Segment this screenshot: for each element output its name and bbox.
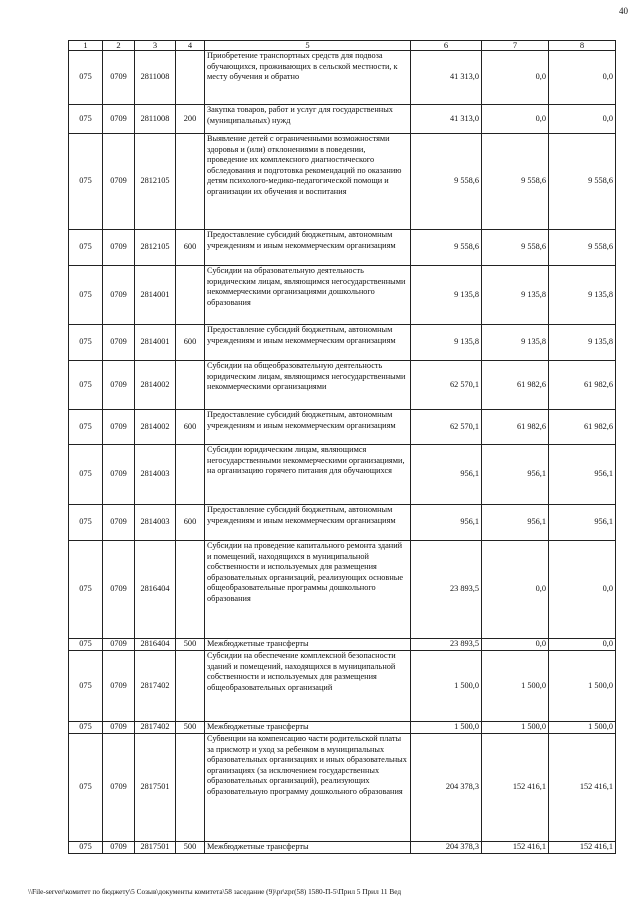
amount-col-6: 956,1	[411, 445, 482, 505]
amount-col-7: 1 500,0	[482, 651, 549, 722]
item-description: Субсидии на обеспечение комплексной безопасности зданий и помещений, находящихся в муниципальной собственности и используемых для размещения общеобразовательных организаций	[205, 651, 411, 722]
amount-col-8: 956,1	[549, 505, 616, 541]
amount-col-8: 0,0	[549, 51, 616, 105]
amount-col-6: 9 135,8	[411, 266, 482, 325]
amount-col-7: 956,1	[482, 505, 549, 541]
ministry-code: 075	[69, 639, 103, 651]
amount-col-7: 0,0	[482, 105, 549, 134]
amount-col-6: 204 378,3	[411, 734, 482, 842]
section-code: 0709	[103, 445, 135, 505]
target-article-code: 2814003	[135, 505, 176, 541]
amount-col-8: 9 558,6	[549, 134, 616, 230]
table-row	[69, 105, 616, 134]
amount-col-7: 9 558,6	[482, 134, 549, 230]
item-description: Предоставление субсидий бюджетным, автономным учреждениям и иным некоммерческим организациям	[205, 230, 411, 266]
section-code: 0709	[103, 134, 135, 230]
table-row	[69, 51, 616, 105]
table-row	[69, 361, 616, 410]
amount-col-8: 152 416,1	[549, 842, 616, 854]
expense-type-code	[176, 651, 205, 722]
col-header-4: 4	[176, 41, 205, 51]
item-description: Предоставление субсидий бюджетным, автономным учреждениям и иным некоммерческим организациям	[205, 410, 411, 445]
col-header-8: 8	[549, 41, 616, 51]
target-article-code: 2816404	[135, 639, 176, 651]
target-article-code: 2812105	[135, 134, 176, 230]
amount-col-6: 41 313,0	[411, 51, 482, 105]
amount-col-7: 0,0	[482, 51, 549, 105]
amount-col-7: 61 982,6	[482, 410, 549, 445]
section-code: 0709	[103, 361, 135, 410]
amount-col-8: 61 982,6	[549, 410, 616, 445]
table-row	[69, 134, 616, 230]
section-code: 0709	[103, 722, 135, 734]
item-description: Межбюджетные трансферты	[205, 722, 411, 734]
expense-type-code: 500	[176, 639, 205, 651]
section-code: 0709	[103, 639, 135, 651]
ministry-code: 075	[69, 842, 103, 854]
ministry-code: 075	[69, 51, 103, 105]
target-article-code: 2817402	[135, 651, 176, 722]
amount-col-7: 152 416,1	[482, 734, 549, 842]
ministry-code: 075	[69, 230, 103, 266]
amount-col-8: 9 135,8	[549, 266, 616, 325]
col-header-6: 6	[411, 41, 482, 51]
file-path-footer: \\File-server\комитет по бюджету\5 Созыв\документы комитета\58 заседание (9)\pr\zpr(58) 1580-П-5\Прил 5 Прил 11 Вед	[28, 887, 402, 896]
item-description: Предоставление субсидий бюджетным, автономным учреждениям и иным некоммерческим организациям	[205, 505, 411, 541]
target-article-code: 2812105	[135, 230, 176, 266]
table-row	[69, 230, 616, 266]
amount-col-6: 204 378,3	[411, 842, 482, 854]
ministry-code: 075	[69, 410, 103, 445]
ministry-code: 075	[69, 105, 103, 134]
item-description: Субсидии на общеобразовательную деятельность юридическим лицам, являющимся негосударственными некоммерческими организациями	[205, 361, 411, 410]
table-row	[69, 541, 616, 639]
table-row	[69, 639, 616, 651]
target-article-code: 2811008	[135, 51, 176, 105]
item-description: Субсидии юридическим лицам, являющимся негосударственными некоммерческими организациями, на организацию горячего питания для обучающихся	[205, 445, 411, 505]
table-row	[69, 410, 616, 445]
amount-col-6: 1 500,0	[411, 651, 482, 722]
amount-col-8: 9 558,6	[549, 230, 616, 266]
ministry-code: 075	[69, 722, 103, 734]
section-code: 0709	[103, 105, 135, 134]
item-description: Закупка товаров, работ и услуг для государственных (муниципальных) нужд	[205, 105, 411, 134]
target-article-code: 2814001	[135, 325, 176, 361]
ministry-code: 075	[69, 325, 103, 361]
target-article-code: 2817402	[135, 722, 176, 734]
amount-col-6: 23 893,5	[411, 639, 482, 651]
item-description: Приобретение транспортных средств для подвоза обучающихся, проживающих в сельской местности, к месту обучения и обратно	[205, 51, 411, 105]
item-description: Предоставление субсидий бюджетным, автономным учреждениям и иным некоммерческим организациям	[205, 325, 411, 361]
amount-col-7: 152 416,1	[482, 842, 549, 854]
amount-col-6: 62 570,1	[411, 361, 482, 410]
expense-type-code	[176, 541, 205, 639]
expense-type-code: 500	[176, 722, 205, 734]
expense-type-code: 600	[176, 230, 205, 266]
col-header-1: 1	[69, 41, 103, 51]
table-row	[69, 842, 616, 854]
table-row	[69, 325, 616, 361]
expense-type-code: 500	[176, 842, 205, 854]
amount-col-7: 1 500,0	[482, 722, 549, 734]
header-row	[69, 41, 616, 51]
col-header-3: 3	[135, 41, 176, 51]
item-description: Межбюджетные трансферты	[205, 842, 411, 854]
target-article-code: 2814002	[135, 361, 176, 410]
section-code: 0709	[103, 505, 135, 541]
table-row	[69, 651, 616, 722]
amount-col-6: 9 135,8	[411, 325, 482, 361]
expense-type-code: 600	[176, 505, 205, 541]
amount-col-8: 9 135,8	[549, 325, 616, 361]
col-header-7: 7	[482, 41, 549, 51]
ministry-code: 075	[69, 734, 103, 842]
ministry-code: 075	[69, 505, 103, 541]
target-article-code: 2817501	[135, 734, 176, 842]
expense-type-code	[176, 445, 205, 505]
amount-col-7: 9 135,8	[482, 325, 549, 361]
amount-col-8: 0,0	[549, 105, 616, 134]
table-row	[69, 445, 616, 505]
expense-type-code	[176, 734, 205, 842]
ministry-code: 075	[69, 266, 103, 325]
target-article-code: 2816404	[135, 541, 176, 639]
section-code: 0709	[103, 842, 135, 854]
amount-col-6: 9 558,6	[411, 134, 482, 230]
amount-col-7: 9 558,6	[482, 230, 549, 266]
expense-type-code: 200	[176, 105, 205, 134]
section-code: 0709	[103, 651, 135, 722]
expense-type-code	[176, 134, 205, 230]
section-code: 0709	[103, 230, 135, 266]
ministry-code: 075	[69, 445, 103, 505]
item-description: Субсидии на проведение капитального ремонта зданий и помещений, находящихся в муниципальной собственности и используемых для размещения образовательных организаций, реализующих основные общеобразовательные программы дошкольного образования	[205, 541, 411, 639]
amount-col-8: 152 416,1	[549, 734, 616, 842]
amount-col-8: 0,0	[549, 639, 616, 651]
table-row	[69, 505, 616, 541]
section-code: 0709	[103, 325, 135, 361]
section-code: 0709	[103, 266, 135, 325]
amount-col-6: 23 893,5	[411, 541, 482, 639]
amount-col-6: 9 558,6	[411, 230, 482, 266]
expense-type-code: 600	[176, 325, 205, 361]
budget-table	[68, 40, 616, 854]
amount-col-7: 956,1	[482, 445, 549, 505]
ministry-code: 075	[69, 541, 103, 639]
amount-col-6: 1 500,0	[411, 722, 482, 734]
col-header-5: 5	[205, 41, 411, 51]
ministry-code: 075	[69, 361, 103, 410]
ministry-code: 075	[69, 651, 103, 722]
amount-col-8: 1 500,0	[549, 651, 616, 722]
amount-col-7: 0,0	[482, 639, 549, 651]
page-number: 40	[619, 6, 628, 16]
expense-type-code	[176, 51, 205, 105]
amount-col-7: 0,0	[482, 541, 549, 639]
amount-col-7: 61 982,6	[482, 361, 549, 410]
section-code: 0709	[103, 734, 135, 842]
item-description: Субсидии на образовательную деятельность юридическим лицам, являющимся негосударственными некоммерческими организациями дошкольного образования	[205, 266, 411, 325]
ministry-code: 075	[69, 134, 103, 230]
amount-col-8: 1 500,0	[549, 722, 616, 734]
target-article-code: 2814001	[135, 266, 176, 325]
col-header-2: 2	[103, 41, 135, 51]
item-description: Межбюджетные трансферты	[205, 639, 411, 651]
section-code: 0709	[103, 410, 135, 445]
table-row	[69, 266, 616, 325]
section-code: 0709	[103, 541, 135, 639]
target-article-code: 2814002	[135, 410, 176, 445]
amount-col-6: 62 570,1	[411, 410, 482, 445]
target-article-code: 2817501	[135, 842, 176, 854]
target-article-code: 2811008	[135, 105, 176, 134]
amount-col-6: 41 313,0	[411, 105, 482, 134]
target-article-code: 2814003	[135, 445, 176, 505]
amount-col-8: 956,1	[549, 445, 616, 505]
amount-col-8: 0,0	[549, 541, 616, 639]
section-code: 0709	[103, 51, 135, 105]
table-row	[69, 722, 616, 734]
amount-col-7: 9 135,8	[482, 266, 549, 325]
amount-col-6: 956,1	[411, 505, 482, 541]
item-description: Выявление детей с ограниченными возможностями здоровья и (или) отклонениями в поведении, проведение их комплексного диагностического обследования и подготовка рекомендаций по оказанию детям психолого-медико-педагогической помощи и организации их обучения и воспитания	[205, 134, 411, 230]
expense-type-code	[176, 266, 205, 325]
item-description: Субвенции на компенсацию части родительской платы за присмотр и уход за ребенком в муниципальных образовательных организациях и иных образовательных организациях (за исключением государственных образовательных организаций), реализующих образовательную программу дошкольного образования	[205, 734, 411, 842]
expense-type-code	[176, 361, 205, 410]
amount-col-8: 61 982,6	[549, 361, 616, 410]
expense-type-code: 600	[176, 410, 205, 445]
table-row	[69, 734, 616, 842]
